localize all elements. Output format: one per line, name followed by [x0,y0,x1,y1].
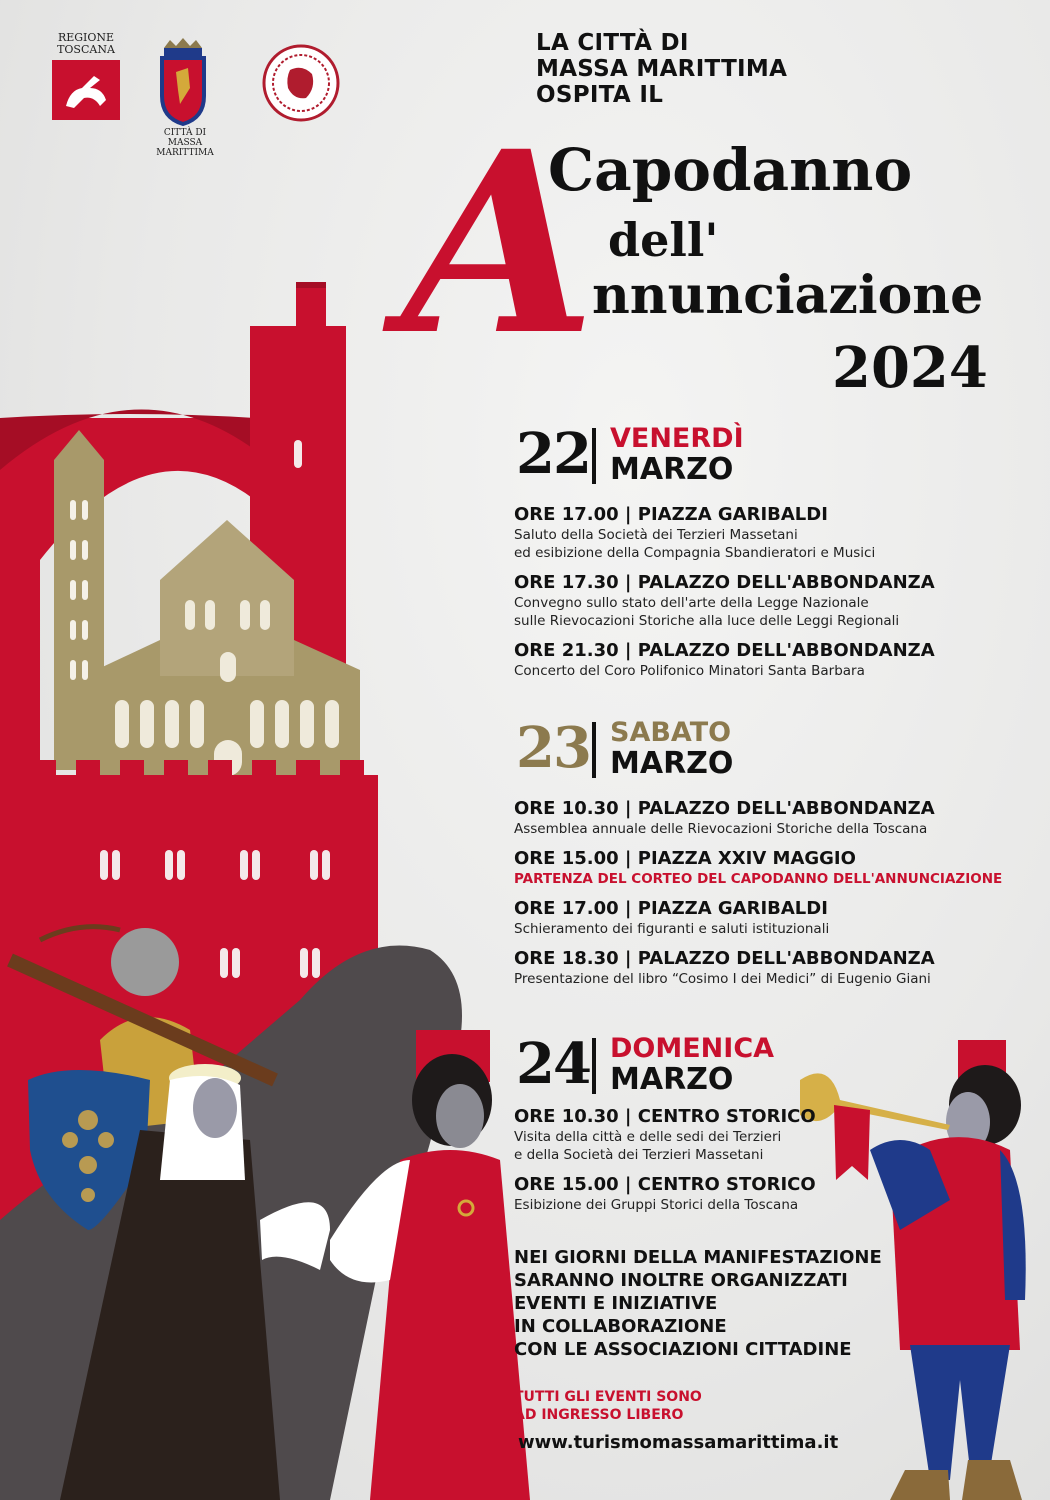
citta-label-line2: MASSA MARITTIMA [156,138,214,158]
day-number: 23 [516,715,590,781]
events-24 [514,1106,816,1214]
day-separator [592,1038,596,1094]
pegasus-icon [60,66,112,114]
event-desc: ed esibizione della Compagnia Sbandieratori e Musici [514,545,876,561]
title-initial: A [402,96,596,390]
day-weekday: SABATO [610,717,732,748]
event-desc: Presentazione del libro “Cosimo I dei Medici” di Eugenio Giani [514,971,931,987]
event-desc: e della Società dei Terzieri Massetani [514,1147,764,1163]
event-desc: Convegno sullo stato dell'arte della Legge Nazionale [514,595,869,611]
day-month: MARZO [610,452,734,487]
day-number: 22 [516,421,590,487]
citta-label [140,128,230,158]
day-month: MARZO [610,1062,734,1097]
closing-line: IN COLLABORAZIONE [514,1316,727,1337]
events-22 [514,504,935,680]
event-heading: ORE 17.00 | PIAZZA GARIBALDI [514,504,828,525]
day-separator [592,428,596,484]
event-desc: Visita della città e delle sedi dei Terzieri [514,1129,782,1145]
free-line: TUTTI GLI EVENTI SONO [514,1389,702,1405]
event-heading: ORE 17.00 | PIAZZA GARIBALDI [514,898,828,919]
citta-label-line1: CITTÀ DI [163,128,207,138]
day-weekday: DOMENICA [610,1033,775,1064]
free-line: AD INGRESSO LIBERO [514,1407,684,1423]
event-heading: ORE 15.00 | CENTRO STORICO [514,1174,816,1195]
event-heading: ORE 21.30 | PALAZZO DELL'ABBONDANZA [514,640,935,661]
intro-line: MASSA MARITTIMA [536,56,788,82]
day-number: 24 [516,1031,590,1097]
closing-line: CON LE ASSOCIAZIONI CITTADINE [514,1339,852,1360]
event-desc: Assemblea annuale delle Rievocazioni Storiche della Toscana [514,821,928,837]
event-heading: ORE 10.30 | PALAZZO DELL'ABBONDANZA [514,798,935,819]
day-month: MARZO [610,746,734,781]
event-desc-highlight: PARTENZA DEL CORTEO DEL CAPODANNO DELL'ANNUNCIAZIONE [514,871,1003,887]
regional-seal-icon [262,44,340,122]
closing-line: NEI GIORNI DELLA MANIFESTAZIONE [514,1247,882,1268]
website-link[interactable]: www.turismomassamarittima.it [518,1432,839,1453]
title-line2: dell' [608,213,719,267]
day-separator [592,722,596,778]
event-heading: ORE 10.30 | CENTRO STORICO [514,1106,816,1127]
title-line3: nnunciazione [592,265,984,326]
event-desc: sulle Rievocazioni Storiche alla luce delle Leggi Regionali [514,613,900,629]
closing-note [514,1246,882,1361]
massa-marittima-crest-icon [156,38,210,126]
event-desc: Concerto del Coro Polifonico Minatori Santa Barbara [514,663,865,679]
event-desc: Esibizione dei Gruppi Storici della Toscana [514,1197,799,1213]
closing-line: SARANNO INOLTRE ORGANIZZATI [514,1270,848,1291]
event-heading: ORE 18.30 | PALAZZO DELL'ABBONDANZA [514,948,935,969]
title-line1: Capodanno [548,136,913,204]
closing-line: EVENTI E INIZIATIVE [514,1293,718,1314]
event-heading: ORE 17.30 | PALAZZO DELL'ABBONDANZA [514,572,935,593]
intro-line: LA CITTÀ DI [536,30,689,56]
events-23 [514,798,1002,988]
event-heading: ORE 15.00 | PIAZZA XXIV MAGGIO [514,848,856,869]
free-entry-note [514,1388,702,1424]
event-desc: Schieramento dei figuranti e saluti istituzionali [514,921,830,937]
title-year: 2024 [832,335,988,401]
intro-line: OSPITA IL [536,82,664,108]
regione-toscana-label: REGIONE TOSCANA [57,31,115,56]
day-weekday: VENERDÌ [610,423,744,454]
event-desc: Saluto della Società dei Terzieri Massetani [514,527,798,543]
